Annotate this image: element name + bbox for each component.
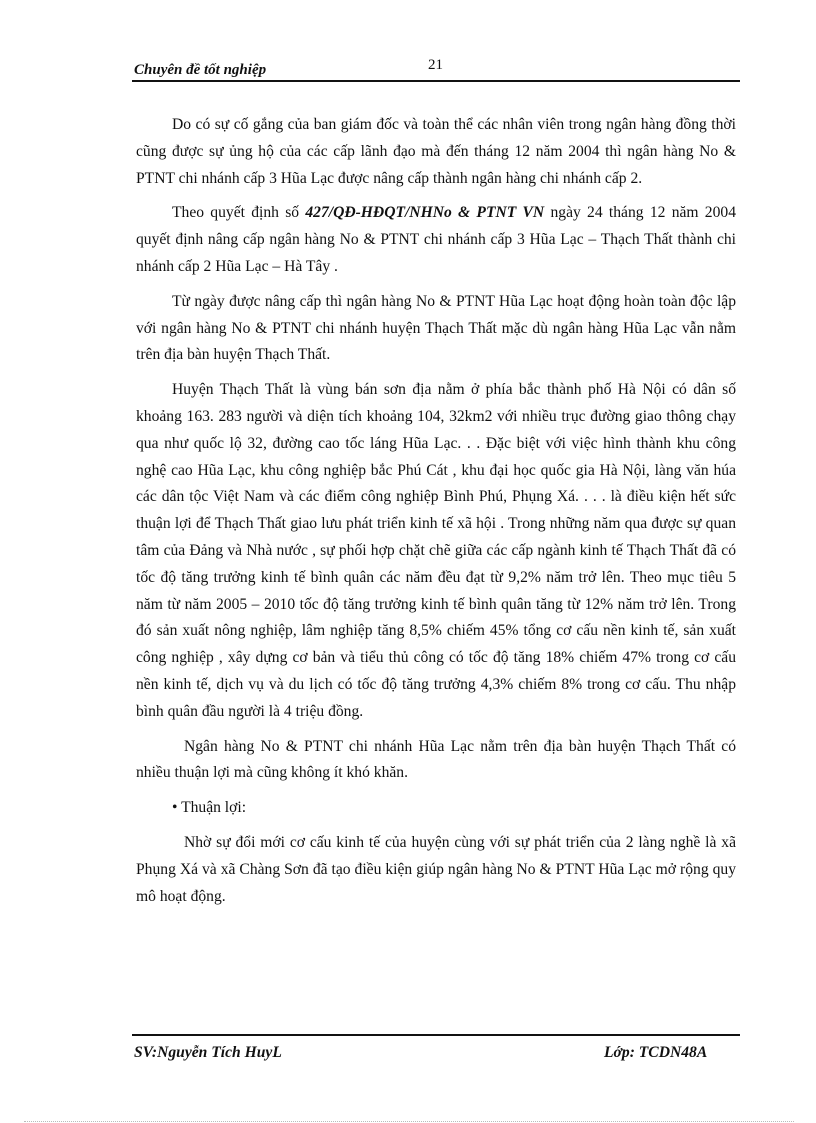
paragraph-2 <box>136 200 736 280</box>
page-bottom-border <box>24 1121 794 1122</box>
paragraph-4: Huyện Thạch Thất là vùng bán sơn địa nằm ở phía bắc thành phố Hà Nội có dân số khoảng 163. 283 người và diện tích khoảng 104, 32km2 với nhiều trục đường giao thông chạy qua như quốc lộ 32, đường cao tốc láng Hũa Lạc. . . Đặc biệt với việc hình thành khu công nghệ cao Hũa Lạc, khu công nghiệp bắc Phú Cát , khu đại học quốc gia Hà Nội, làng văn húa các dân tộc Việt Nam và các điểm công nghiệp Bình Phú, Phụng Xá. . . . là điều kiện hết sức thuận lợi để Thạch Thất giao lưu phát triển kinh tế xã hội . Trong những năm qua được sự quan tâm của Đảng và Nhà nước , sự phối hợp chặt chẽ giữa các cấp ngành kinh tế Thạch Thất đã có tốc độ tăng trưởng kinh tế bình quân các năm đều đạt từ 9,2% năm trở lên. Theo mục tiêu 5 năm từ năm 2005 – 2010 tốc độ tăng trưởng kinh tế bình quân tăng từ 12% năm trở lên. Trong đó sản xuất nông nghiệp, lâm nghiệp tăng 8,5% chiếm 45% tổng cơ cấu nền kinh tế, sản xuất công nghiệp , xây dựng cơ bản và tiểu thủ công có tốc độ tăng 18% chiếm 47% trong cơ cấu nền kinh tế, dịch vụ và du lịch có tốc độ tăng trưởng 4,3% chiếm 8% trong cơ cấu. Thu nhập bình quân đầu người là 4 triệu đồng. <box>136 381 736 720</box>
body-text <box>136 112 736 918</box>
bullet-advantages: • Thuận lợi: <box>172 799 247 817</box>
decision-number: 427/QĐ-HĐQT/NHNo & PTNT VN <box>305 204 545 222</box>
header-title: Chuyên đề tốt nghiệp <box>134 62 267 78</box>
paragraph-5: Ngân hàng No & PTNT chi nhánh Hũa Lạc nằm trên địa bàn huyện Thạch Thất có nhiều thuận lợi mà cũng không ít khó khăn. <box>136 737 736 782</box>
page-number: 21 <box>428 57 443 73</box>
paragraph-3: Từ ngày được nâng cấp thì ngân hàng No & PTNT Hũa Lạc hoạt động hoàn toàn độc lập với ngân hàng No & PTNT chi nhánh huyện Thạch Thất mặc dù ngân hàng Hũa Lạc vẫn nằm trên địa bàn huyện Thạch Thất. <box>136 292 736 364</box>
paragraph-1: Do có sự cố gắng của ban giám đốc và toàn thể các nhân viên trong ngân hàng đồng thời cũng được sự ủng hộ của các cấp lãnh đạo mà đến tháng 12 năm 2004 thì ngân hàng No & PTNT chi nhánh cấp 3 Hũa Lạc được nâng cấp thành ngân hàng chi nhánh cấp 2. <box>136 116 736 187</box>
paragraph-2-intro: Theo quyết định số <box>172 204 306 222</box>
footer-rule <box>132 1034 740 1036</box>
footer-student: SV:Nguyễn Tích HuyL <box>134 1044 282 1061</box>
header-rule <box>132 80 740 82</box>
paragraph-2-rest: ngày 24 tháng 12 năm 2004 quyết định nâng cấp ngân hàng No & PTNT chi nhánh cấp 3 Hũa Lạc – Thạch Thất thành chi nhánh cấp 2 Hũa Lạc – Hà Tây . <box>136 204 736 275</box>
footer-class: Lớp: TCDN48A <box>604 1044 708 1061</box>
paragraph-6: Nhờ sự đổi mới cơ cấu kinh tế của huyện cùng với sự phát triển của 2 làng nghề là xã Phụng Xá và xã Chàng Sơn đã tạo điều kiện giúp ngân hàng No & PTNT Hũa Lạc mở rộng quy mô hoạt động. <box>136 833 736 905</box>
